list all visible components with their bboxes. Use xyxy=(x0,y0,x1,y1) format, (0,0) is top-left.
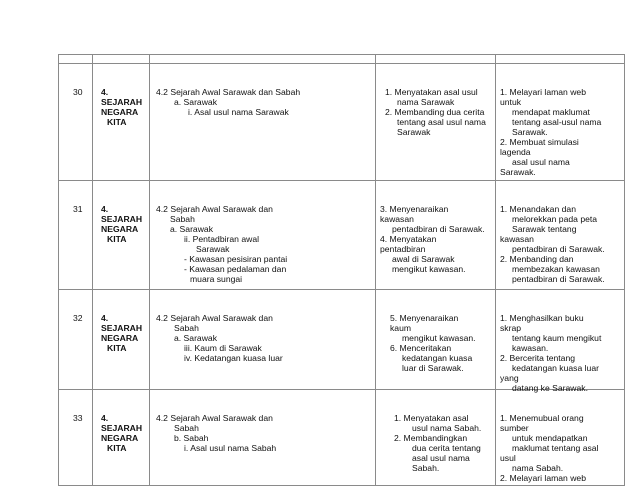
activity-line: Sarawak tentang xyxy=(512,224,577,234)
week-cell xyxy=(59,181,93,290)
activity-line: kedatangan kuasa luar xyxy=(512,363,599,373)
activities-cell xyxy=(496,390,625,486)
standard-line: a. Sarawak xyxy=(174,97,217,107)
activity-line: mendapat maklumat xyxy=(512,107,590,117)
activities-cell xyxy=(496,181,625,290)
lesson-plan-table xyxy=(58,54,625,486)
theme-line: NEGARA xyxy=(101,224,139,234)
theme-line: KITA xyxy=(107,343,127,353)
standard-cell xyxy=(150,390,376,486)
table-row xyxy=(59,290,625,390)
theme-line: KITA xyxy=(107,234,127,244)
week-number: 31 xyxy=(73,204,83,214)
standard-line: - Kawasan pedalaman dan xyxy=(184,264,287,274)
activity-line: Sarawak. xyxy=(500,167,536,177)
theme-line: 4. xyxy=(101,413,109,423)
theme-cell xyxy=(93,390,150,486)
activity-line: 2. Bercerita tentang xyxy=(500,353,576,363)
objective-line: kawasan xyxy=(380,214,414,224)
table-header-row xyxy=(59,55,625,64)
objective-line: 2. Membandingkan xyxy=(394,433,468,443)
standard-line: i. Asal usul nama Sabah xyxy=(184,443,277,453)
activity-line: 2. Membuat simulasi xyxy=(500,137,579,147)
table-row xyxy=(59,181,625,290)
theme-line: NEGARA xyxy=(101,107,139,117)
standard-cell xyxy=(150,181,376,290)
standard-line: 4.2 Sejarah Awal Sarawak dan xyxy=(156,204,273,214)
theme-line: NEGARA xyxy=(101,433,139,443)
standard-line: Sabah xyxy=(174,423,199,433)
theme-line: 4. xyxy=(101,87,109,97)
objective-line: 6. Menceritakan xyxy=(390,343,452,353)
theme-line: SEJARAH xyxy=(101,214,143,224)
standard-line: 4.2 Sejarah Awal Sarawak dan xyxy=(156,413,273,423)
standard-line: iv. Kedatangan kuasa luar xyxy=(184,353,283,363)
activity-line: asal usul nama xyxy=(512,157,570,167)
activity-line: melorekkan pada peta xyxy=(512,214,598,224)
standard-line: i. Asal usul nama Sarawak xyxy=(188,107,289,117)
objective-line: pentadbiran di Sarawak. xyxy=(392,224,485,234)
theme-line: NEGARA xyxy=(101,333,139,343)
theme-line: SEJARAH xyxy=(101,97,143,107)
objective-line: asal usul nama xyxy=(412,453,470,463)
activity-line: skrap xyxy=(500,323,522,333)
standard-line: - Kawasan pesisiran pantai xyxy=(184,254,288,264)
theme-line: SEJARAH xyxy=(101,423,143,433)
activity-line: 1. Menghasilkan buku xyxy=(500,313,584,323)
theme-cell xyxy=(93,64,150,181)
activity-line: sumber xyxy=(500,423,529,433)
activity-line: 1. Menemubual orang xyxy=(500,413,584,423)
objectives-cell xyxy=(376,290,496,390)
objective-line: nama Sarawak xyxy=(397,97,455,107)
objectives-cell xyxy=(376,181,496,290)
objective-line: 3. Menyenaraikan xyxy=(380,204,449,214)
objective-line: 1. Menyatakan asal xyxy=(394,413,469,423)
activity-line: maklumat tentang asal xyxy=(512,443,599,453)
standard-line: 4.2 Sejarah Awal Sarawak dan xyxy=(156,313,273,323)
activity-line: kawasan xyxy=(500,234,534,244)
theme-line: KITA xyxy=(107,443,127,453)
objectives-cell xyxy=(376,64,496,181)
table-row xyxy=(59,64,625,181)
week-number: 30 xyxy=(73,87,83,97)
objectives-cell xyxy=(376,390,496,486)
objective-line: Sabah. xyxy=(412,463,440,473)
activity-line: untuk xyxy=(500,97,522,107)
activity-line: datang ke Sarawak. xyxy=(512,383,588,393)
activity-line: membezakan kawasan xyxy=(512,264,600,274)
objective-line: mengikut kawasan. xyxy=(392,264,466,274)
activity-line: usul xyxy=(500,453,516,463)
objective-line: luar di Sarawak. xyxy=(402,363,464,373)
activity-line: nama Sabah. xyxy=(512,463,564,473)
table-row xyxy=(59,390,625,486)
standard-line: Sabah xyxy=(174,323,199,333)
theme-line: SEJARAH xyxy=(101,323,143,333)
week-cell xyxy=(59,64,93,181)
activity-line: tentang kaum mengikut xyxy=(512,333,602,343)
activity-line: pentadbiran di Sarawak. xyxy=(512,244,605,254)
objective-line: awal di Sarawak xyxy=(392,254,455,264)
activities-cell xyxy=(496,290,625,393)
activity-line: kawasan. xyxy=(512,343,549,353)
standard-line: Sabah xyxy=(170,214,195,224)
objective-line: 5. Menyenaraikan xyxy=(390,313,459,323)
activity-line: tentang asal-usul nama xyxy=(512,117,602,127)
standard-line: b. Sabah xyxy=(174,433,209,443)
activity-line: untuk mendapatkan xyxy=(512,433,588,443)
standard-line: a. Sarawak xyxy=(174,333,217,343)
standard-line: muara sungai xyxy=(190,274,243,284)
theme-line: KITA xyxy=(107,117,127,127)
standard-line: 4.2 Sejarah Awal Sarawak dan Sabah xyxy=(156,87,301,97)
header-cell xyxy=(496,55,625,64)
header-cell xyxy=(93,55,150,64)
objective-line: 2. Membanding dua cerita xyxy=(385,107,485,117)
theme-line: 4. xyxy=(101,313,109,323)
activity-line: yang xyxy=(500,373,519,383)
activity-line: 1. Melayari laman web xyxy=(500,87,586,97)
week-number: 33 xyxy=(73,413,83,423)
activity-line: 2. Melayari laman web xyxy=(500,473,586,483)
week-cell xyxy=(59,290,93,390)
objective-line: usul nama Sabah. xyxy=(412,423,482,433)
objective-line: pentadbiran xyxy=(380,244,426,254)
standard-line: ii. Pentadbiran awal xyxy=(184,234,260,244)
theme-cell xyxy=(93,290,150,390)
theme-cell xyxy=(93,181,150,290)
objective-line: mengikut kawasan. xyxy=(402,333,476,343)
activity-line: lagenda xyxy=(500,147,531,157)
activity-line: 1. Menandakan dan xyxy=(500,204,576,214)
objective-line: kaum xyxy=(390,323,412,333)
standard-cell xyxy=(150,290,376,390)
activity-line: Sarawak. xyxy=(512,127,548,137)
objective-line: dua cerita tentang xyxy=(412,443,481,453)
standard-cell xyxy=(150,64,376,181)
standard-line: Sarawak xyxy=(196,244,230,254)
theme-line: 4. xyxy=(101,204,109,214)
activities-cell xyxy=(496,64,625,181)
activity-line: 2. Menbanding dan xyxy=(500,254,574,264)
objective-line: kedatangan kuasa xyxy=(402,353,473,363)
week-cell xyxy=(59,390,93,486)
week-number: 32 xyxy=(73,313,83,323)
header-cell xyxy=(376,55,496,64)
standard-line: a. Sarawak xyxy=(170,224,213,234)
header-cell xyxy=(150,55,376,64)
objective-line: 1. Menyatakan asal usul xyxy=(385,87,478,97)
standard-line: iii. Kaum di Sarawak xyxy=(184,343,262,353)
objective-line: tentang asal usul nama xyxy=(397,117,486,127)
objective-line: Sarawak xyxy=(397,127,431,137)
objective-line: 4. Menyatakan xyxy=(380,234,437,244)
activity-line: pentadbiran di Sarawak. xyxy=(512,274,605,284)
header-cell xyxy=(59,55,93,64)
